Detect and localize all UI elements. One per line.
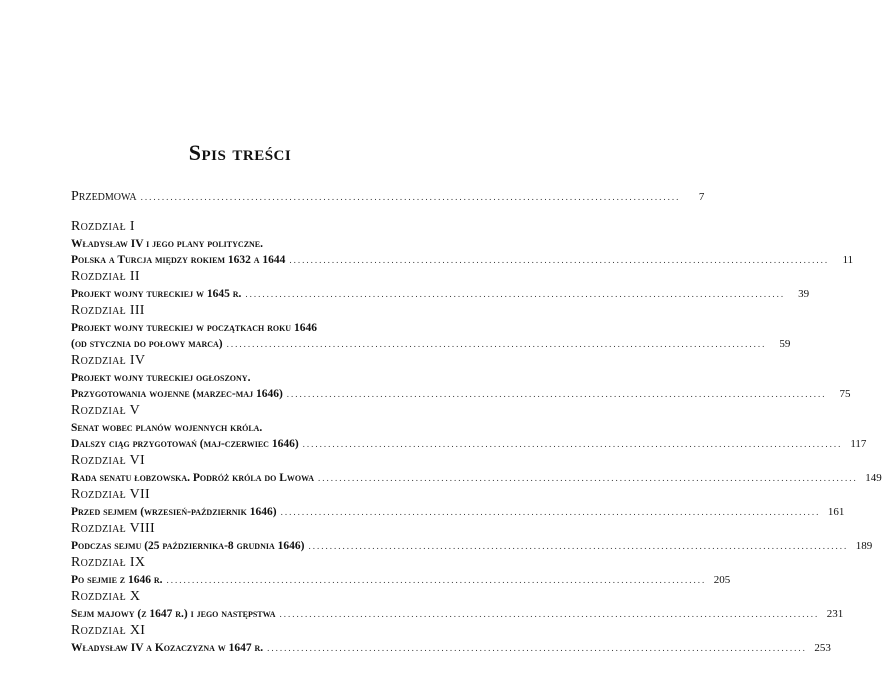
- toc-entry-chapter: [71, 268, 810, 302]
- toc-entry-chapter: [71, 588, 844, 622]
- toc-entry-preface: [71, 188, 705, 206]
- toc-page-number: 117: [850, 438, 867, 450]
- toc-line[interactable]: [71, 336, 791, 352]
- toc-page-number: 189: [855, 540, 873, 552]
- dot-leader: [245, 286, 785, 302]
- toc-page-number: 161: [827, 506, 845, 518]
- toc-page-number: 149: [865, 472, 882, 484]
- toc-entry-chapter: [71, 520, 873, 554]
- toc-line[interactable]: [71, 420, 420, 436]
- toc-entry-label: Przedmowa: [71, 189, 137, 204]
- chapter-title: Senat wobec planów wojennych króla.: [71, 422, 263, 434]
- dot-leader: [303, 436, 843, 452]
- toc-page-number: 205: [713, 574, 731, 586]
- toc-line[interactable]: [71, 286, 810, 302]
- dot-leader: [267, 640, 807, 656]
- chapter-title: Przed sejmem (wrzesień-październik 1646): [71, 506, 277, 518]
- chapter-title: Rada senatu łobzowska. Podróż króla do Lwowa: [71, 472, 315, 484]
- toc-page-number: 7: [698, 191, 705, 203]
- toc-page-number: 253: [814, 642, 831, 654]
- dot-leader: [227, 336, 767, 352]
- chapter-list: [71, 218, 882, 656]
- chapter-title: Po sejmie z 1646 r.: [71, 574, 163, 586]
- chapter-heading[interactable]: Rozdział V: [71, 403, 141, 418]
- toc-line[interactable]: [71, 386, 851, 402]
- toc-entry-chapter: [71, 486, 845, 520]
- toc-line[interactable]: [71, 236, 420, 252]
- toc-entry-chapter: [71, 622, 831, 656]
- toc-line[interactable]: [71, 504, 845, 520]
- toc-page-number: 11: [842, 254, 854, 266]
- toc-line[interactable]: [71, 470, 882, 486]
- toc-line[interactable]: [71, 252, 854, 268]
- toc-page-number: 231: [826, 608, 844, 620]
- toc-entry-chapter: [71, 352, 851, 402]
- toc-page-number: 75: [839, 388, 851, 400]
- toc-entry-chapter: [71, 402, 867, 452]
- toc-page-number: 39: [798, 288, 810, 300]
- chapter-title: Projekt wojny tureckiej w 1645 r.: [71, 288, 242, 300]
- chapter-heading[interactable]: Rozdział III: [71, 303, 145, 318]
- toc-entry-chapter: [71, 302, 791, 352]
- toc-line[interactable]: [71, 538, 873, 554]
- chapter-heading[interactable]: Rozdział I: [71, 219, 135, 234]
- toc-line[interactable]: [71, 640, 831, 656]
- dot-leader: [280, 606, 820, 622]
- toc-entry-chapter: [71, 452, 882, 486]
- chapter-title: Polska a Turcja między rokiem 1632 a 1644: [71, 254, 286, 266]
- toc-page-number: 59: [779, 338, 791, 350]
- toc-line[interactable]: [71, 572, 731, 588]
- dot-leader: [281, 504, 821, 520]
- chapter-title: Projekt wojny tureckiej w początkach roku 1646: [71, 322, 317, 334]
- toc-entry-chapter: [71, 218, 854, 268]
- chapter-title: Władysław IV i jego plany polityczne.: [71, 238, 264, 250]
- toc-line[interactable]: [71, 436, 867, 452]
- toc-entry-chapter: [71, 554, 731, 588]
- chapter-heading[interactable]: Rozdział X: [71, 589, 141, 604]
- page-title: Spis treści: [188, 140, 292, 165]
- dot-leader: [287, 386, 827, 402]
- dot-leader: [141, 188, 681, 206]
- chapter-heading[interactable]: Rozdział II: [71, 269, 140, 284]
- chapter-heading[interactable]: Rozdział VII: [71, 487, 150, 502]
- dot-leader: [318, 470, 858, 486]
- toc-line[interactable]: [71, 188, 705, 206]
- dot-leader: [308, 538, 848, 554]
- toc-line[interactable]: [71, 320, 420, 336]
- chapter-title: Przygotowania wojenne (marzec-maj 1646): [71, 388, 283, 400]
- chapter-title: Władysław IV a Kozaczyzna w 1647 r.: [71, 642, 264, 654]
- chapter-heading[interactable]: Rozdział IV: [71, 353, 146, 368]
- chapter-title: (od stycznia do połowy marca): [71, 338, 223, 350]
- dot-leader: [289, 252, 829, 268]
- table-of-contents: [71, 188, 882, 656]
- chapter-title: Projekt wojny tureckiej ogłoszony.: [71, 372, 251, 384]
- chapter-title: Sejm majowy (z 1647 r.) i jego następstwa: [71, 608, 276, 620]
- chapter-heading[interactable]: Rozdział VI: [71, 453, 145, 468]
- toc-line[interactable]: [71, 370, 420, 386]
- chapter-title: Dalszy ciąg przygotowań (maj-czerwiec 1646): [71, 438, 299, 450]
- chapter-heading[interactable]: Rozdział XI: [71, 623, 146, 638]
- chapter-heading[interactable]: Rozdział IX: [71, 555, 146, 570]
- dot-leader: [167, 572, 707, 588]
- toc-line[interactable]: [71, 606, 844, 622]
- chapter-title: Podczas sejmu (25 października-8 grudnia 1646): [71, 540, 305, 552]
- chapter-heading[interactable]: Rozdział VIII: [71, 521, 155, 536]
